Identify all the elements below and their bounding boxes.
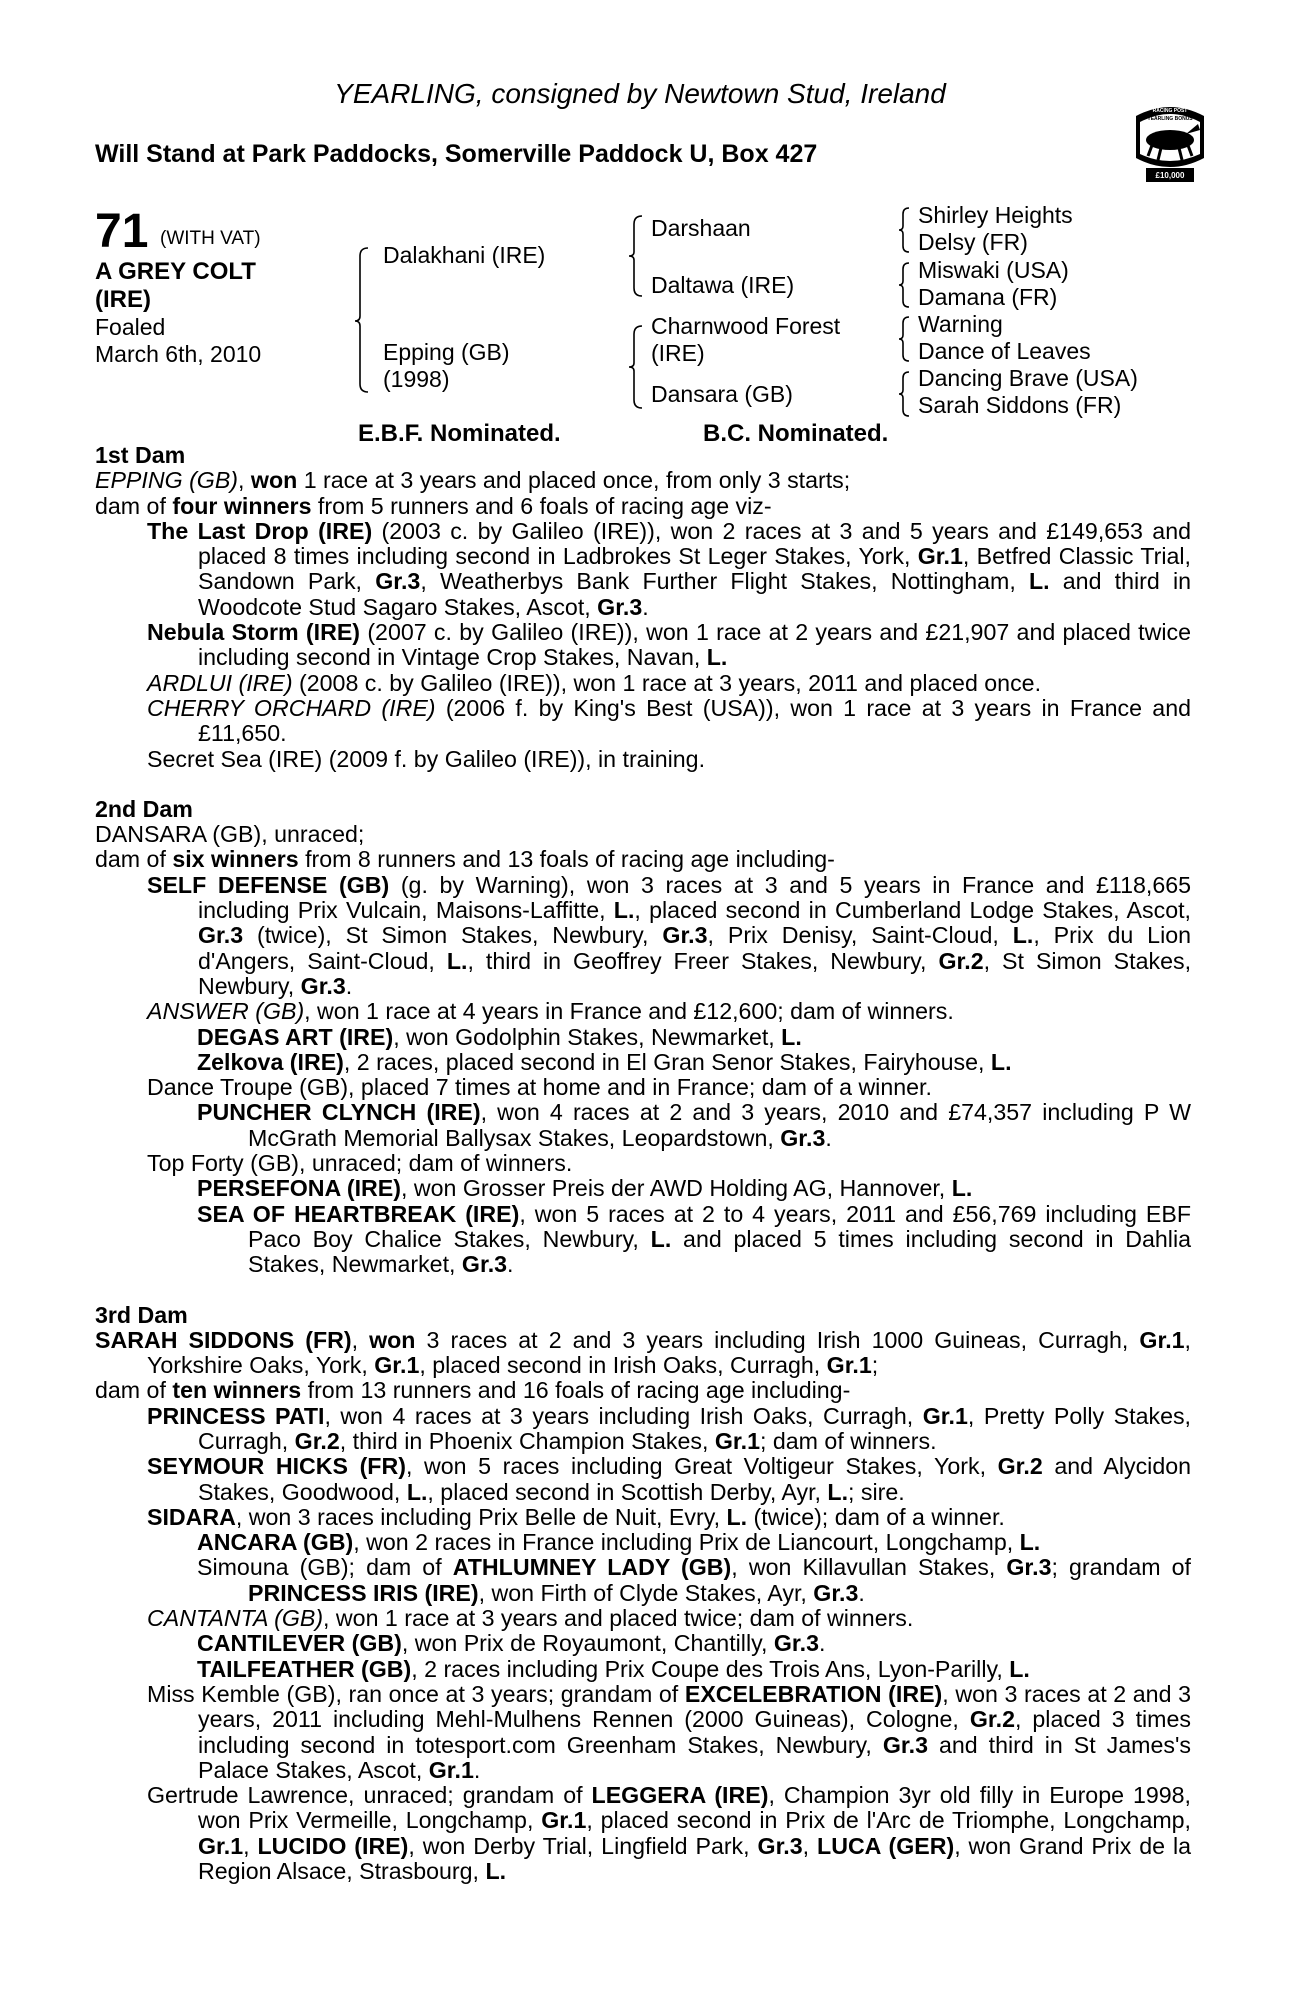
entry-text: Dance Troupe (GB), placed 7 times at home and in France; dam of a winner.: [147, 1074, 932, 1101]
bold-text: L.: [706, 644, 728, 671]
bold-text: Gr.1: [374, 1352, 420, 1379]
logo-text: RACING POST: [1152, 108, 1188, 114]
bold-text: Gr.2: [969, 1706, 1015, 1733]
foaled-label: Foaled: [95, 314, 166, 340]
entry-text: , won 4 races at 2 and 3 years, 2010 and £74,357 including P W McGrath Memorial Ballysax Stakes, Leopardstown,: [248, 1099, 1191, 1151]
horse-name-italic: ARDLUI (IRE): [147, 669, 293, 696]
section-heading: 1st Dam: [95, 442, 186, 468]
pedigree-entry: [95, 468, 1191, 493]
entry-text: , 2 races including Prix Coupe des Trois Ans, Lyon-Parilly,: [411, 1655, 1010, 1682]
entry-text: dam of: [95, 846, 173, 873]
entry-text: (2008 c. by Galileo (IRE)), won 1 race at 3 years, 2011 and placed once.: [292, 669, 1042, 696]
dam-sire-line1: Charnwood Forest: [651, 313, 841, 339]
entry-text: dam of: [95, 1377, 173, 1404]
bold-text: L.: [781, 1023, 802, 1050]
horse-name-bold: SEA OF HEARTBREAK (IRE): [197, 1200, 520, 1227]
entry-text: .: [345, 972, 353, 999]
bold-text: won: [250, 467, 298, 494]
ped-dsd: Dance of Leaves: [918, 338, 1091, 364]
entry-text: (2007 c. by Galileo (IRE)), won 1 race at 2 years and £21,907 and placed twice including second in Vintage Crop Stakes, Navan,: [198, 619, 1192, 671]
dam-dam: Dansara (GB): [651, 381, 793, 407]
pedigree-entry: [95, 873, 1191, 999]
entry-text: , third in Phoenix Champion Stakes,: [339, 1427, 715, 1454]
bold-text: Gr.1: [198, 1832, 244, 1859]
sire-sire: Darshaan: [651, 215, 751, 241]
ped-sdd: Damana (FR): [918, 284, 1058, 310]
bold-text: Gr.2: [938, 947, 984, 974]
entry-text: , won 3 races at 2 and 3 years, 2011 including Mehl-Mulhens Rennen (2000 Guineas), Cologne,: [198, 1680, 1191, 1733]
entry-text: (2006 f. by King's Best (USA)), won 1 race at 3 years in France and £11,650.: [198, 694, 1191, 747]
bold-text: Gr.1: [917, 543, 963, 570]
pedigree-bracket-sd: [896, 261, 912, 309]
bold-text: won: [369, 1326, 416, 1353]
entry-text: ,: [351, 1326, 370, 1353]
pedigree-entry: [95, 1202, 1191, 1278]
entry-text: , Prix Denisy, Saint-Cloud,: [707, 922, 1013, 949]
ped-sss: Shirley Heights: [918, 202, 1073, 228]
pedigree-entry: [95, 1606, 1191, 1631]
entry-text: and third in Woodcote Stud Sagaro Stakes, Ascot,: [198, 568, 1191, 620]
bold-text: L.: [990, 1048, 1012, 1075]
bold-text: Gr.3: [662, 922, 708, 949]
logo-text: YEARLING BONUS: [1147, 116, 1193, 122]
bold-text: ten winners: [172, 1377, 302, 1404]
entry-text: , won 5 races at 2 to 4 years, 2011 and £56,769 including EBF Paco Boy Chalice Stakes, Newbury,: [248, 1200, 1191, 1252]
bold-text: L.: [1012, 922, 1034, 949]
bold-text: Gr.2: [294, 1427, 340, 1454]
section-heading: 3rd Dam: [95, 1301, 188, 1328]
pedigree-entry: [95, 1555, 1191, 1606]
entry-text: from 5 runners and 6 foals of racing age viz-: [311, 492, 772, 519]
entry-text: , won 4 races at 3 years including Irish Oaks, Curragh,: [324, 1402, 923, 1429]
horse-name-bold: CANTILEVER (GB): [197, 1630, 402, 1657]
bold-text: Gr.3: [375, 568, 421, 595]
bold-text: The Last Drop (IRE): [147, 517, 373, 544]
pedigree-entry: [95, 1151, 1191, 1176]
horse-name-bold: LEGGERA (IRE): [591, 1782, 769, 1809]
pedigree-entry: [95, 1454, 1191, 1505]
sale-title: YEARLING, consigned by Newtown Stud, Ireland: [334, 78, 946, 109]
entry-text: Gertrude Lawrence, unraced; grandam of: [147, 1782, 592, 1809]
section-gap: [95, 772, 1191, 797]
bold-text: Gr.3: [300, 972, 346, 999]
entry-text: ; sire.: [848, 1478, 905, 1505]
bold-text: Nebula Storm (IRE): [147, 619, 361, 646]
horse-name-bold: LUCIDO (IRE): [257, 1832, 409, 1859]
bold-text: Gr.3: [882, 1731, 928, 1758]
horse-name-italic: CANTANTA (GB): [147, 1605, 324, 1632]
pedigree-entry: [95, 1050, 1191, 1075]
horse-name-bold: SARAH SIDDONS (FR): [95, 1326, 352, 1353]
entry-text: , won Prix de Royaumont, Chantilly,: [401, 1630, 774, 1657]
ped-ddd: Sarah Siddons (FR): [918, 392, 1122, 418]
entry-text: ,: [802, 1832, 818, 1859]
horse-name-italic: EPPING (GB): [95, 467, 239, 494]
pedigree-bracket-dam: [626, 324, 646, 410]
pedigree-entry: [95, 1404, 1191, 1455]
logo-text: £10,000: [1155, 171, 1185, 180]
yearling-bonus-logo: [1128, 96, 1212, 186]
pedigree-entry: [95, 1783, 1191, 1884]
pedigree-entry: [95, 1100, 1191, 1151]
pedigree-entry: [95, 519, 1191, 620]
pedigree-entry: [95, 1505, 1191, 1530]
horse-name-bold: SELF DEFENSE (GB): [147, 871, 390, 898]
bold-text: Gr.3: [461, 1251, 508, 1278]
entry-text: , placed second in Irish Oaks, Curragh,: [419, 1352, 827, 1379]
entry-text: , St Simon Stakes, Newbury,: [198, 947, 1192, 999]
bold-text: Gr.3: [198, 922, 244, 949]
bold-text: L.: [485, 1858, 507, 1885]
pedigree-entry: [95, 620, 1191, 671]
ped-dds: Dancing Brave (USA): [918, 365, 1138, 391]
entry-text: , won Firth of Clyde Stakes, Ayr,: [478, 1579, 814, 1606]
bold-text: Zelkova (IRE): [197, 1048, 344, 1075]
horse-name-bold: PUNCHER CLYNCH (IRE): [197, 1099, 481, 1126]
entry-text: , placed second in Prix de l'Arc de Triomphe, Longchamp,: [586, 1807, 1191, 1834]
bold-text: L.: [1009, 1655, 1030, 1682]
bold-text: L.: [446, 947, 468, 974]
entry-text: (twice), St Simon Stakes, Newbury,: [243, 922, 663, 949]
entry-text: (twice); dam of a winner.: [747, 1503, 1005, 1530]
entry-text: , won Grosser Preis der AWD Holding AG, Hannover,: [400, 1175, 952, 1202]
entry-text: (2003 c. by Galileo (IRE)), won 2 races at 3 and 5 years and £149,653 and placed 8 times including second in Ladbrokes St Leger Stakes, York,: [198, 517, 1191, 570]
dam-sire-line2: (IRE): [651, 340, 705, 366]
entry-text: , Champion 3yr old filly in Europe 1998, won Prix Vermeille, Longchamp,: [198, 1782, 1191, 1834]
foaled-info: [95, 314, 261, 368]
horse-name-bold: SIDARA: [147, 1503, 236, 1530]
pedigree-entry: [95, 847, 1191, 872]
horse-name-italic: ANSWER (GB): [147, 998, 305, 1025]
lot-number: 71: [95, 205, 149, 258]
section-heading: 2nd Dam: [95, 795, 193, 822]
entry-text: , placed second in Cumberland Lodge Stakes, Ascot,: [634, 897, 1191, 924]
pedigree-entry: [95, 1657, 1191, 1682]
pedigree-entry: [95, 1176, 1191, 1201]
bold-text: Gr.3: [597, 593, 643, 620]
entry-text: from 8 runners and 13 foals of racing age including-: [298, 846, 835, 873]
horse-name-bold: PERSEFONA (IRE): [197, 1175, 401, 1202]
entry-text: , Prix du Lion d'Angers, Saint-Cloud,: [198, 922, 1192, 974]
entry-text: DANSARA (GB), unraced;: [95, 821, 365, 848]
entry-text: and third in St James's Palace Stakes, Ascot,: [198, 1731, 1192, 1783]
entry-text: dam of: [95, 492, 173, 519]
bold-text: L.: [406, 1478, 428, 1505]
bold-text: L.: [951, 1175, 973, 1202]
entry-text: , won 1 race at 3 years and placed twice; dam of winners.: [323, 1605, 914, 1632]
entry-text: and placed 5 times including second in Dahlia Stakes, Newmarket,: [248, 1225, 1192, 1278]
entry-text: .: [473, 1756, 481, 1783]
bc-nominated: B.C. Nominated.: [703, 420, 889, 447]
bold-text: L.: [650, 1225, 672, 1252]
pedigree-entry: [95, 1682, 1191, 1783]
bold-text: Gr.3: [757, 1832, 803, 1859]
pedigree-entry: [95, 1530, 1191, 1555]
horse-name-bold: PRINCESS PATI: [147, 1402, 325, 1429]
entry-text: .: [642, 593, 649, 620]
pedigree-entry: [95, 747, 1191, 772]
entry-text: , won 3 races including Prix Belle de Nuit, Evry,: [235, 1503, 727, 1530]
bold-text: Gr.3: [780, 1124, 826, 1151]
bold-text: four winners: [172, 492, 312, 519]
bold-text: Gr.2: [997, 1453, 1043, 1480]
entry-text: , Pretty Polly Stakes, Curragh,: [198, 1402, 1191, 1454]
bold-text: Gr.3: [813, 1579, 859, 1606]
entry-text: .: [858, 1579, 865, 1606]
entry-text: ,: [238, 467, 251, 494]
bold-text: L.: [1028, 568, 1050, 595]
lot-description: [95, 258, 256, 314]
horse-name-bold: EXCELEBRATION (IRE): [684, 1680, 943, 1707]
bold-text: L.: [726, 1503, 748, 1530]
foaled-date: March 6th, 2010: [95, 341, 262, 367]
horse-name-bold: TAILFEATHER (GB): [197, 1655, 412, 1682]
dam-year: (1998): [383, 366, 450, 392]
stand-location: Will Stand at Park Paddocks, Somerville Paddock U, Box 427: [95, 140, 818, 168]
lot-origin: (IRE): [95, 286, 151, 313]
lot-sex: A GREY COLT: [95, 258, 256, 285]
horse-name-bold: ATHLUMNEY LADY (GB): [452, 1554, 732, 1581]
bold-text: Gr.1: [428, 1756, 474, 1783]
horse-name-italic: CHERRY ORCHARD (IRE): [147, 694, 436, 721]
sire-dam: Daltawa (IRE): [651, 272, 795, 298]
entry-text: , third in Geoffrey Freer Stakes, Newbury,: [467, 947, 939, 974]
bold-text: six winners: [172, 846, 299, 873]
entry-text: .: [507, 1251, 514, 1278]
entry-text: 1 race at 3 years and placed once, from only 3 starts;: [297, 467, 851, 494]
entry-text: , won Derby Trial, Lingfield Park,: [408, 1832, 758, 1859]
entry-text: , won Killavullan Stakes,: [731, 1554, 1007, 1581]
entry-text: (g. by Warning), won 3 races at 3 and 5 years in France and £118,665 including Prix Vulcain, Maisons-Laffitte,: [198, 871, 1192, 924]
entry-text: .: [818, 1630, 826, 1657]
bold-text: Gr.1: [826, 1352, 872, 1379]
entry-text: ;: [871, 1352, 879, 1379]
bold-text: Gr.3: [1006, 1554, 1052, 1581]
entry-text: , won 2 races in France including Prix de Liancourt, Longchamp,: [353, 1529, 1020, 1556]
bold-text: Gr.1: [922, 1402, 968, 1429]
entry-text: ; grandam of: [1051, 1554, 1191, 1581]
entry-text: .: [825, 1124, 832, 1151]
pedigree-entry: [95, 999, 1191, 1024]
pedigree-entry: [95, 1328, 1191, 1379]
bold-text: L.: [1019, 1529, 1041, 1556]
entry-text: , won Grand Prix de la Region Alsace, Strasbourg,: [198, 1832, 1192, 1885]
vat-note: (WITH VAT): [160, 228, 261, 249]
entry-text: from 13 runners and 16 foals of racing age including-: [301, 1377, 851, 1404]
horse-name-bold: LUCA (GER): [817, 1832, 955, 1859]
entry-text: , placed 3 times including second in totesport.com Greenham Stakes, Newbury,: [198, 1706, 1191, 1758]
pedigree-bracket-ss: [896, 206, 912, 254]
entry-text: , won 1 race at 4 years in France and £12,600; dam of winners.: [304, 998, 954, 1025]
bold-text: Gr.3: [773, 1630, 819, 1657]
horse-name-bold: DEGAS ART (IRE): [197, 1023, 394, 1050]
ped-dss: Warning: [918, 311, 1003, 337]
entry-text: Miss Kemble (GB), ran once at 3 years; grandam of: [147, 1680, 685, 1707]
pedigree-entry: [95, 494, 1191, 519]
entry-text: Simouna (GB); dam of: [197, 1554, 453, 1581]
pedigree-entry: [95, 671, 1191, 696]
pedigree-bracket-ds: [896, 315, 912, 363]
pedigree-bracket-gen1: [352, 246, 372, 396]
ebf-nominated: E.B.F. Nominated.: [358, 420, 561, 447]
entry-text: Top Forty (GB), unraced; dam of winners.: [147, 1150, 573, 1177]
sire-name: Dalakhani (IRE): [383, 242, 546, 268]
entry-text: Secret Sea (IRE) (2009 f. by Galileo (IRE)), in training.: [147, 745, 706, 772]
horse-name-bold: SEYMOUR HICKS (FR): [147, 1453, 406, 1480]
pedigree-entry: [95, 696, 1191, 747]
entry-text: , won Godolphin Stakes, Newmarket,: [393, 1023, 782, 1050]
bold-text: Gr.1: [714, 1427, 760, 1454]
pedigree-entry: [95, 1075, 1191, 1100]
pedigree-entry: [95, 1631, 1191, 1656]
entry-text: , won 5 races including Great Voltigeur Stakes, York,: [405, 1453, 998, 1480]
bold-text: L.: [827, 1478, 849, 1505]
entry-text: , 2 races, placed second in El Gran Senor Stakes, Fairyhouse,: [343, 1048, 991, 1075]
bold-text: Gr.1: [541, 1807, 587, 1834]
entry-text: , Weatherbys Bank Further Flight Stakes, Nottingham,: [420, 568, 1029, 595]
entry-text: ,: [243, 1832, 258, 1859]
horse-name-bold: ANCARA (GB): [197, 1529, 354, 1556]
pedigree-entry: [95, 1025, 1191, 1050]
entry-text: 3 races at 2 and 3 years including Irish 1000 Guineas, Curragh,: [415, 1326, 1140, 1353]
entry-text: ; dam of winners.: [759, 1427, 937, 1454]
bold-text: Gr.1: [1139, 1326, 1185, 1353]
entry-text: and Alycidon Stakes, Goodwood,: [198, 1453, 1192, 1505]
ped-ssd: Delsy (FR): [918, 229, 1028, 255]
pedigree-bracket-dd: [896, 370, 912, 418]
ped-sds: Miswaki (USA): [918, 257, 1069, 283]
section-gap: [95, 1278, 1191, 1303]
pedigree-entry: [95, 1378, 1191, 1403]
entry-text: , placed second in Scottish Derby, Ayr,: [427, 1478, 828, 1505]
horse-name-bold: PRINCESS IRIS (IRE): [248, 1579, 479, 1606]
catalogue-body: [95, 443, 1191, 1884]
dam-name: Epping (GB): [383, 339, 510, 365]
entry-text: , Yorkshire Oaks, York,: [147, 1326, 1191, 1379]
entry-text: , Betfred Classic Trial, Sandown Park,: [198, 543, 1191, 595]
bold-text: L.: [613, 897, 635, 924]
pedigree-entry: [95, 822, 1191, 847]
pedigree-bracket-sire: [626, 214, 646, 298]
